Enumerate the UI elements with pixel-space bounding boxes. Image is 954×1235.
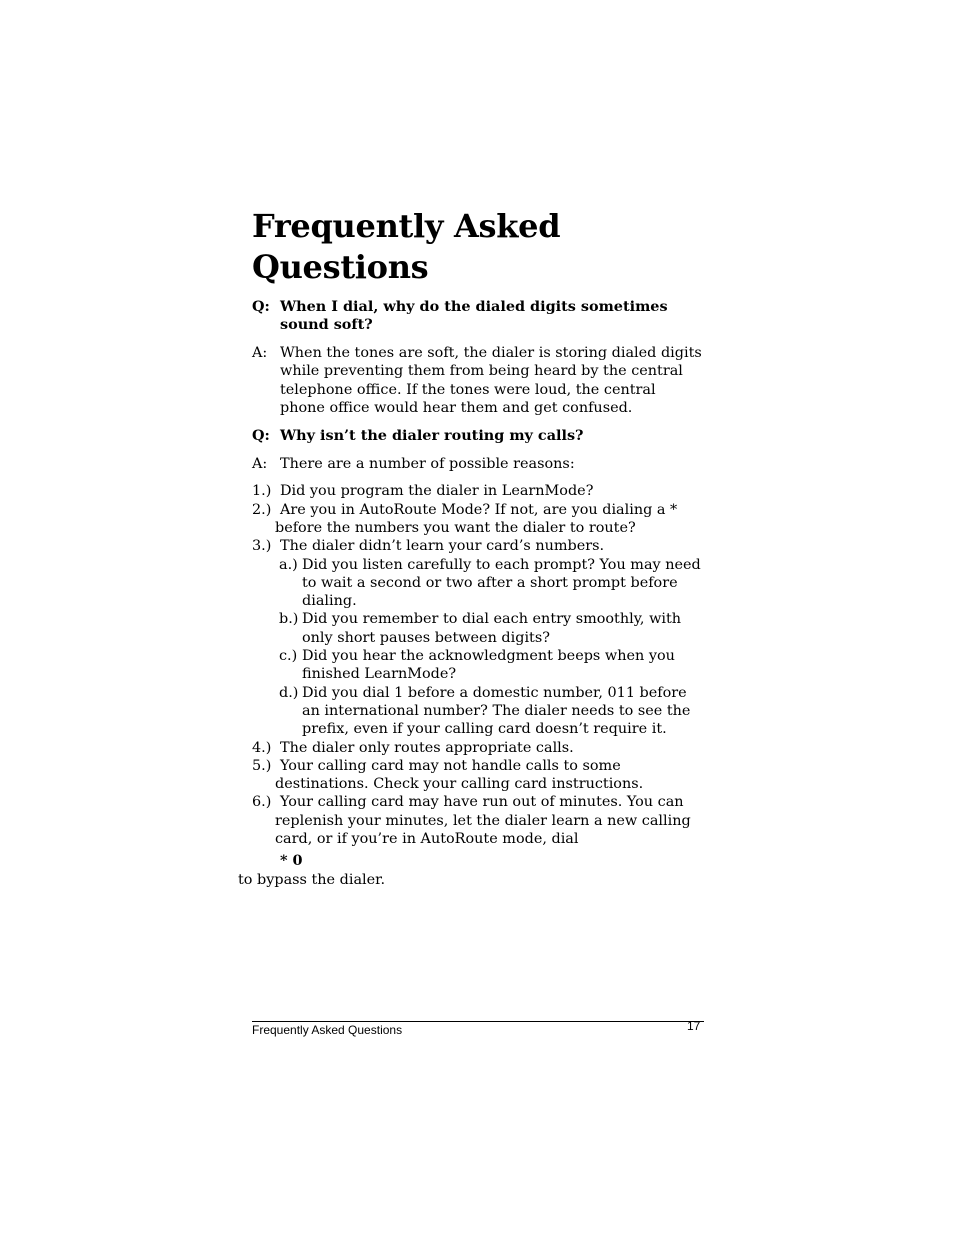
footer-divider (252, 1021, 704, 1022)
answer-label: A: (252, 455, 268, 472)
sub-item-number: a.) (279, 556, 298, 573)
item-number: 2.) (252, 501, 272, 518)
footer-page-number: 17 (687, 1019, 701, 1033)
sub-item-text: Did you remember to dial each entry smoothly, with only short pauses between digits? (302, 611, 682, 646)
sub-list (252, 556, 704, 739)
sub-item-d (279, 684, 704, 739)
question-text: When I dial, why do the dialed digits sometimes sound soft? (280, 298, 668, 334)
item-number: 5.) (252, 757, 272, 774)
reason-item-6 (252, 793, 704, 848)
reason-item-2 (252, 501, 704, 538)
answer-1 (252, 344, 704, 417)
item-text: The dialer didn’t learn your card’s numbers. (280, 538, 605, 555)
reason-item-1 (252, 482, 704, 500)
question-label: Q: (252, 426, 270, 444)
sub-item-number: c.) (279, 648, 298, 665)
reason-item-4 (252, 739, 704, 757)
item-text: Your calling card may not handle calls to some destinations. Check your calling card instructions. (275, 757, 644, 793)
sub-item-number: b.) (279, 611, 299, 628)
title-line-2: Questions (252, 248, 429, 286)
item-text: Your calling card may have run out of minutes. You can replenish your minutes, let the dialer learn a new calling card, or if you’re in AutoRoute mode, dial (275, 794, 691, 848)
answer-text: There are a number of possible reasons: (280, 455, 575, 472)
question-label: Q: (252, 298, 270, 315)
sub-item-text: Did you listen carefully to each prompt? You may need to wait a second or two after a short prompt before dialing. (302, 556, 701, 610)
item-text: Did you program the dialer in LearnMode? (280, 483, 594, 500)
sub-item-text: Did you dial 1 before a domestic number, 011 before an international number? The dialer needs to see the prefix, even if your calling card doesn’t require it. (302, 684, 691, 738)
dial-code: * 0 (280, 852, 303, 870)
sub-item-b (279, 610, 704, 647)
faq-content (238, 298, 704, 889)
bypass-text: to bypass the dialer. (238, 871, 386, 888)
question-1 (252, 298, 704, 335)
sub-item-c (279, 647, 704, 684)
question-2 (252, 427, 704, 445)
item-number: 3.) (252, 538, 272, 555)
sub-item-text: Did you hear the acknowledgment beeps when you finished LearnMode? (302, 648, 675, 683)
answer-2 (252, 455, 704, 473)
footer-section-title: Frequently Asked Questions (252, 1023, 403, 1037)
item-text: Are you in AutoRoute Mode? If not, are you dialing a * before the numbers you want the dialer to route? (275, 501, 678, 536)
sub-item-a (279, 556, 704, 611)
reason-item-3 (252, 537, 704, 555)
answer-text: When the tones are soft, the dialer is storing dialed digits while preventing them from being heard by the central telephone office. If the tones were loud, the central phone office would hear them and get confused. (280, 345, 702, 416)
page-title (252, 206, 704, 288)
item-text: The dialer only routes appropriate calls. (280, 739, 574, 756)
item-number: 1.) (252, 483, 272, 500)
item-number: 4.) (252, 739, 272, 756)
title-line-1: Frequently Asked (252, 207, 561, 245)
reason-item-5 (252, 757, 704, 794)
sub-item-number: d.) (279, 684, 299, 701)
answer-label: A: (252, 345, 268, 362)
item-number: 6.) (252, 794, 272, 811)
question-text: Why isn’t the dialer routing my calls? (280, 426, 584, 444)
